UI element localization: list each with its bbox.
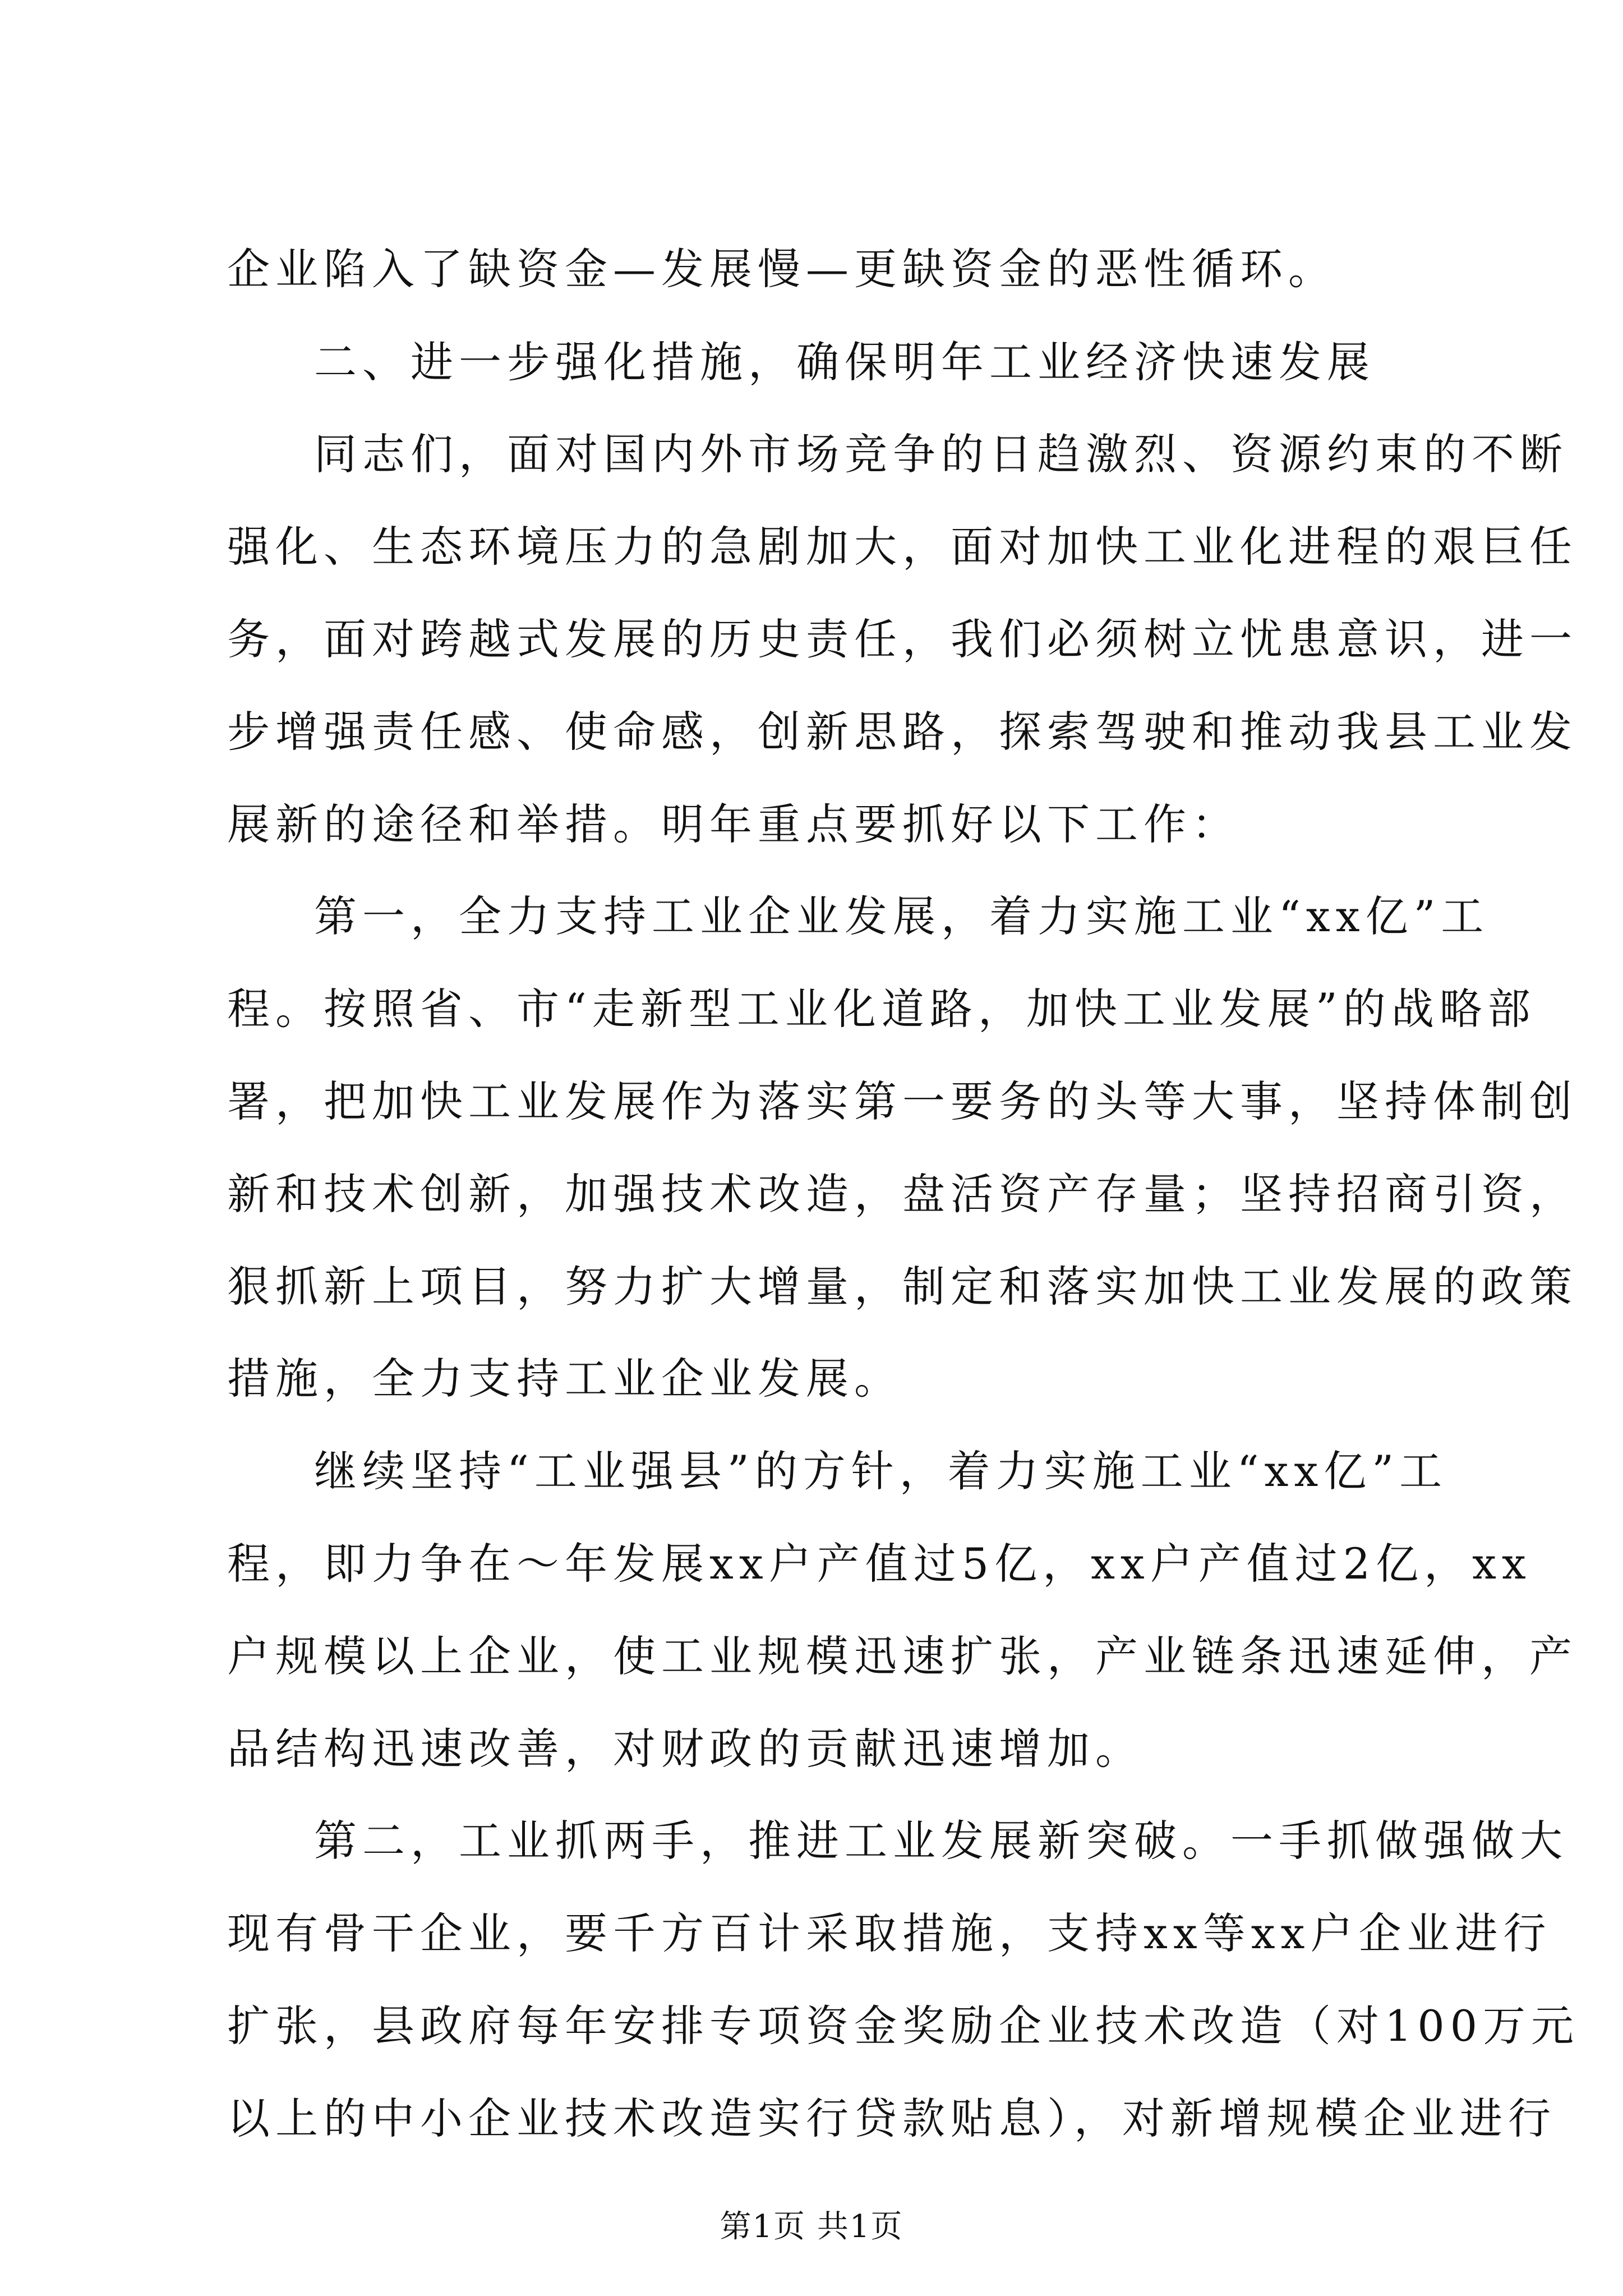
text-line: 第一，全力支持工业企业发展，着力实施工业“xx亿”工 <box>314 891 1490 941</box>
text-line: 展新的途径和举措。明年重点要抓好以下工作： <box>227 799 1240 849</box>
text-line: 户规模以上企业，使工业规模迅速扩张，产业链条迅速延伸，产 <box>227 1631 1578 1681</box>
text-line: 务，面对跨越式发展的历史责任，我们必须树立忧患意识，进一 <box>227 614 1578 664</box>
text-line: 以上的中小企业技术改造实行贷款贴息），对新增规模企业进行 <box>227 2093 1556 2143</box>
section-heading: 二、进一步强化措施，确保明年工业经济快速发展 <box>314 337 1375 387</box>
text-line: 措施，全力支持工业企业发展。 <box>227 1354 902 1404</box>
text-line: 第二，工业抓两手，推进工业发展新突破。一手抓做强做大 <box>314 1816 1568 1866</box>
text-line: 新和技术创新，加强技术改造，盘活资产存量；坚持招商引资， <box>227 1169 1578 1219</box>
text-line: 扩张，县政府每年安排专项资金奖励企业技术改造（对100万元 <box>227 2001 1580 2051</box>
text-line: 品结构迅速改善，对财政的贡献迅速增加。 <box>227 1724 1144 1774</box>
text-line: 程。按照省、市“走新型工业化道路，加快工业发展”的战略部 <box>227 984 1536 1034</box>
text-line: 署，把加快工业发展作为落实第一要务的头等大事，坚持体制创 <box>227 1076 1578 1126</box>
text-line: 步增强责任感、使命感，创新思路，探索驾驶和推动我县工业发 <box>227 707 1578 757</box>
text-line: 狠抓新上项目，努力扩大增量，制定和落实加快工业发展的政策 <box>227 1262 1578 1312</box>
text-line: 企业陷入了缺资金—发展慢—更缺资金的恶性循环。 <box>227 244 1336 294</box>
text-line: 继续坚持“工业强县”的方针，着力实施工业“xx亿”工 <box>314 1446 1448 1496</box>
page-footer: 第1页 共1页 <box>720 2208 903 2245</box>
text-line: 现有骨干企业，要千方百计采取措施，支持xx等xx户企业进行 <box>227 1908 1552 1958</box>
text-line: 程，即力争在～年发展xx户产值过5亿，xx户产值过2亿，xx <box>227 1539 1532 1589</box>
text-line: 同志们，面对国内外市场竞争的日趋激烈、资源约束的不断 <box>314 429 1568 479</box>
text-line: 强化、生态环境压力的急剧加大，面对加快工业化进程的艰巨任 <box>227 522 1578 572</box>
